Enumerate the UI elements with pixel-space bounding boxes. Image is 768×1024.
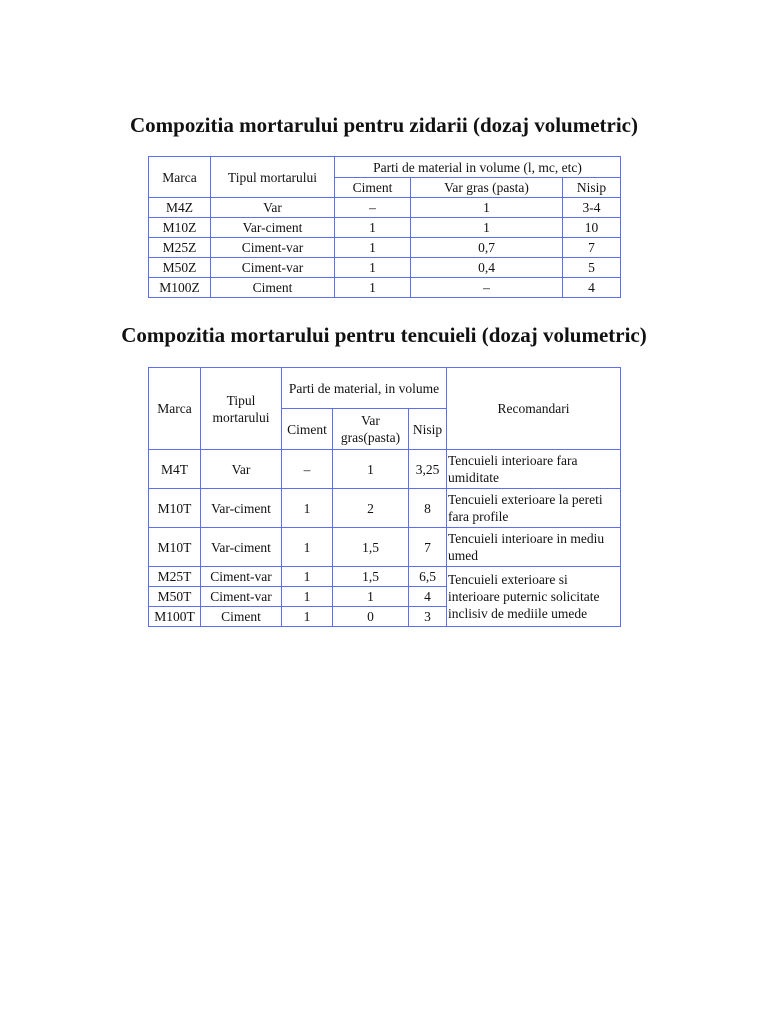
cell-recomandari: Tencuieli exterioare si interioare puternic solicitate inclisiv de mediile umede <box>447 567 621 627</box>
cell-nisip: 8 <box>409 489 447 528</box>
cell-ciment: – <box>335 198 411 218</box>
cell-nisip: 7 <box>563 238 621 258</box>
table-row <box>149 450 621 489</box>
cell-ciment: 1 <box>335 258 411 278</box>
cell-recomandari: Tencuieli interioare in mediu umed <box>447 528 621 567</box>
table-row <box>149 489 621 528</box>
table-tencuieli <box>148 367 621 627</box>
cell-ciment: 1 <box>282 489 333 528</box>
cell-nisip: 4 <box>563 278 621 298</box>
cell-var: 1 <box>333 450 409 489</box>
cell-marca: M4Z <box>149 198 211 218</box>
table-row <box>149 218 621 238</box>
header-marca: Marca <box>149 157 211 198</box>
cell-ciment: 1 <box>335 218 411 238</box>
table-row <box>149 567 621 587</box>
cell-recomandari: Tencuieli interioare fara umiditate <box>447 450 621 489</box>
table-row <box>149 528 621 567</box>
table-row <box>149 258 621 278</box>
cell-ciment: 1 <box>335 278 411 298</box>
cell-tipul: Ciment-var <box>211 258 335 278</box>
cell-var: 0,7 <box>411 238 563 258</box>
cell-tipul: Var <box>211 198 335 218</box>
cell-ciment: 1 <box>282 587 333 607</box>
header-nisip: Nisip <box>409 409 447 450</box>
cell-marca: M100Z <box>149 278 211 298</box>
cell-ciment: 1 <box>282 528 333 567</box>
cell-ciment: 1 <box>335 238 411 258</box>
cell-marca: M100T <box>149 607 201 627</box>
cell-var: 2 <box>333 489 409 528</box>
cell-marca: M10T <box>149 528 201 567</box>
cell-ciment: 1 <box>282 567 333 587</box>
header-recomandari: Recomandari <box>447 368 621 450</box>
cell-var: 1,5 <box>333 528 409 567</box>
cell-nisip: 3-4 <box>563 198 621 218</box>
cell-var: – <box>411 278 563 298</box>
header-tipul: Tipul mortarului <box>201 368 282 450</box>
cell-marca: M50T <box>149 587 201 607</box>
cell-var: 1 <box>411 198 563 218</box>
cell-marca: M25T <box>149 567 201 587</box>
cell-marca: M10T <box>149 489 201 528</box>
cell-marca: M50Z <box>149 258 211 278</box>
cell-ciment: 1 <box>282 607 333 627</box>
header-nisip: Nisip <box>563 178 621 198</box>
cell-tipul: Ciment-var <box>201 587 282 607</box>
cell-nisip: 3,25 <box>409 450 447 489</box>
cell-tipul: Var-ciment <box>201 528 282 567</box>
cell-marca: M25Z <box>149 238 211 258</box>
table-zidarii <box>148 156 621 298</box>
table-row <box>149 198 621 218</box>
cell-tipul: Ciment <box>211 278 335 298</box>
cell-tipul: Var <box>201 450 282 489</box>
header-var: Var gras (pasta) <box>411 178 563 198</box>
table-row <box>149 278 621 298</box>
header-ciment: Ciment <box>282 409 333 450</box>
table-header-row <box>149 157 621 178</box>
cell-marca: M10Z <box>149 218 211 238</box>
cell-tipul: Ciment-var <box>201 567 282 587</box>
cell-nisip: 3 <box>409 607 447 627</box>
table-row <box>149 238 621 258</box>
cell-tipul: Ciment <box>201 607 282 627</box>
header-marca: Marca <box>149 368 201 450</box>
cell-var: 1 <box>333 587 409 607</box>
cell-nisip: 10 <box>563 218 621 238</box>
cell-ciment: – <box>282 450 333 489</box>
title-zidarii: Compozitia mortarului pentru zidarii (dozaj volumetric) <box>130 113 638 137</box>
header-parti: Parti de material in volume (l, mc, etc) <box>335 157 621 178</box>
cell-tipul: Var-ciment <box>201 489 282 528</box>
title-tencuieli: Compozitia mortarului pentru tencuieli (dozaj volumetric) <box>121 323 647 347</box>
cell-var: 1,5 <box>333 567 409 587</box>
cell-marca: M4T <box>149 450 201 489</box>
header-parti: Parti de material, in volume <box>282 368 447 409</box>
cell-var: 1 <box>411 218 563 238</box>
cell-tipul: Var-ciment <box>211 218 335 238</box>
table-header-row <box>149 368 621 409</box>
cell-var: 0,4 <box>411 258 563 278</box>
cell-nisip: 7 <box>409 528 447 567</box>
cell-var: 0 <box>333 607 409 627</box>
header-var: Var gras(pasta) <box>333 409 409 450</box>
cell-nisip: 4 <box>409 587 447 607</box>
cell-recomandari: Tencuieli exterioare la pereti fara profile <box>447 489 621 528</box>
header-ciment: Ciment <box>335 178 411 198</box>
cell-nisip: 5 <box>563 258 621 278</box>
cell-tipul: Ciment-var <box>211 238 335 258</box>
header-tipul: Tipul mortarului <box>211 157 335 198</box>
cell-nisip: 6,5 <box>409 567 447 587</box>
